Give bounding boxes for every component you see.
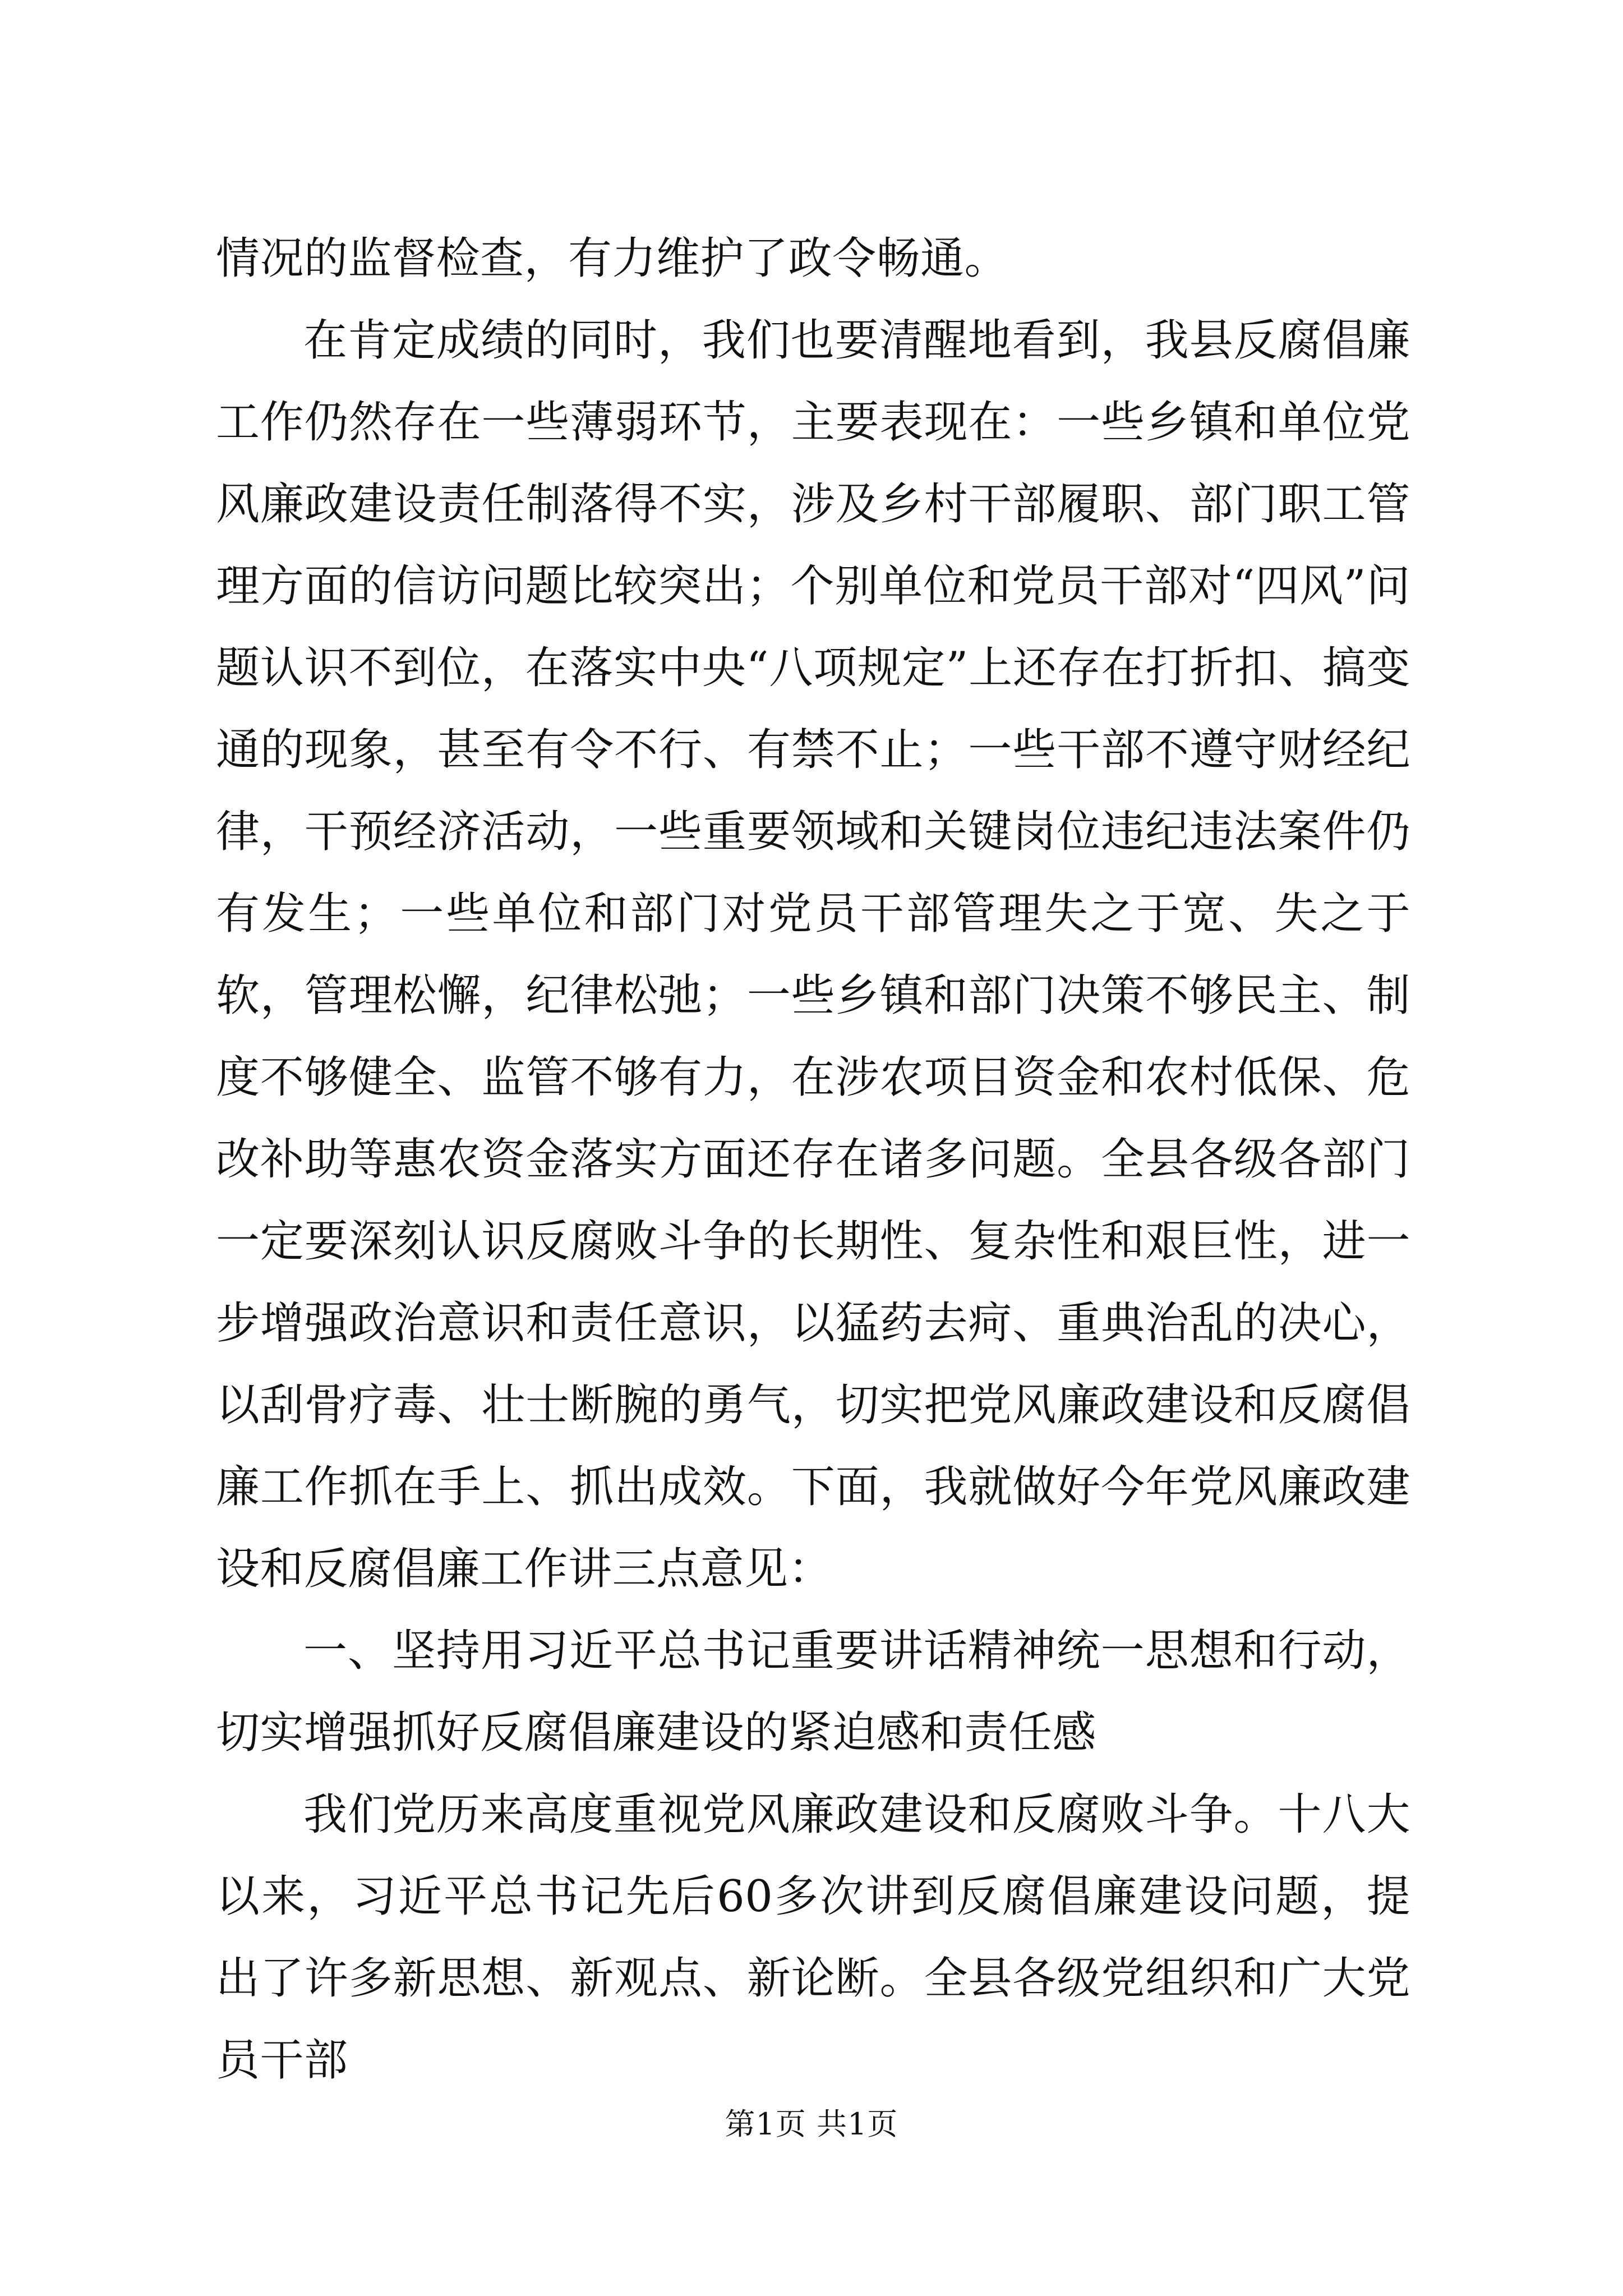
document-body (216, 218, 1410, 2101)
paragraph-party-history: 我们党历来高度重视党风廉政建设和反腐败斗争。十八大以来，习近平总书记先后60多次讲到反腐倡廉建设问题，提出了许多新思想、新观点、新论断。全县各级党组织和广大党员干部 (216, 1789, 1410, 2086)
paragraph-continuation: 情况的监督检查，有力维护了政令畅通。 (216, 233, 1009, 284)
paragraph-weaknesses: 在肯定成绩的同时，我们也要清醒地看到，我县反腐倡廉工作仍然存在一些薄弱环节，主要表现在：一些乡镇和单位党风廉政建设责任制落得不实，涉及乡村干部履职、部门职工管理方面的信访问题比较突出；个别单位和党员干部对“四风”问题认识不到位，在落实中央“八项规定”上还存在打折扣、搞变通的现象，甚至有令不行、有禁不止；一些干部不遵守财经纪律，干预经济活动，一些重要领域和关键岗位违纪违法案件仍有发生；一些单位和部门对党员干部管理失之于宽、失之于软，管理松懈，纪律松弛；一些乡镇和部门决策不够民主、制度不够健全、监管不够有力，在涉农项目资金和农村低保、危改补助等惠农资金落实方面还存在诸多问题。全县各级各部门一定要深刻认识反腐败斗争的长期性、复杂性和艰巨性，进一步增强政治意识和责任意识，以猛药去疴、重典治乱的决心，以刮骨疗毒、壮士断腕的勇气，切实把党风廉政建设和反腐倡廉工作抓在手上、抓出成效。下面，我就做好今年党风廉政建设和反腐倡廉工作讲三点意见： (216, 315, 1410, 1594)
page-footer: 第1页 共1页 (725, 2106, 898, 2142)
section-heading-one: 一、坚持用习近平总书记重要讲话精神统一思想和行动，切实增强抓好反腐倡廉建设的紧迫感和责任感 (216, 1626, 1410, 1758)
